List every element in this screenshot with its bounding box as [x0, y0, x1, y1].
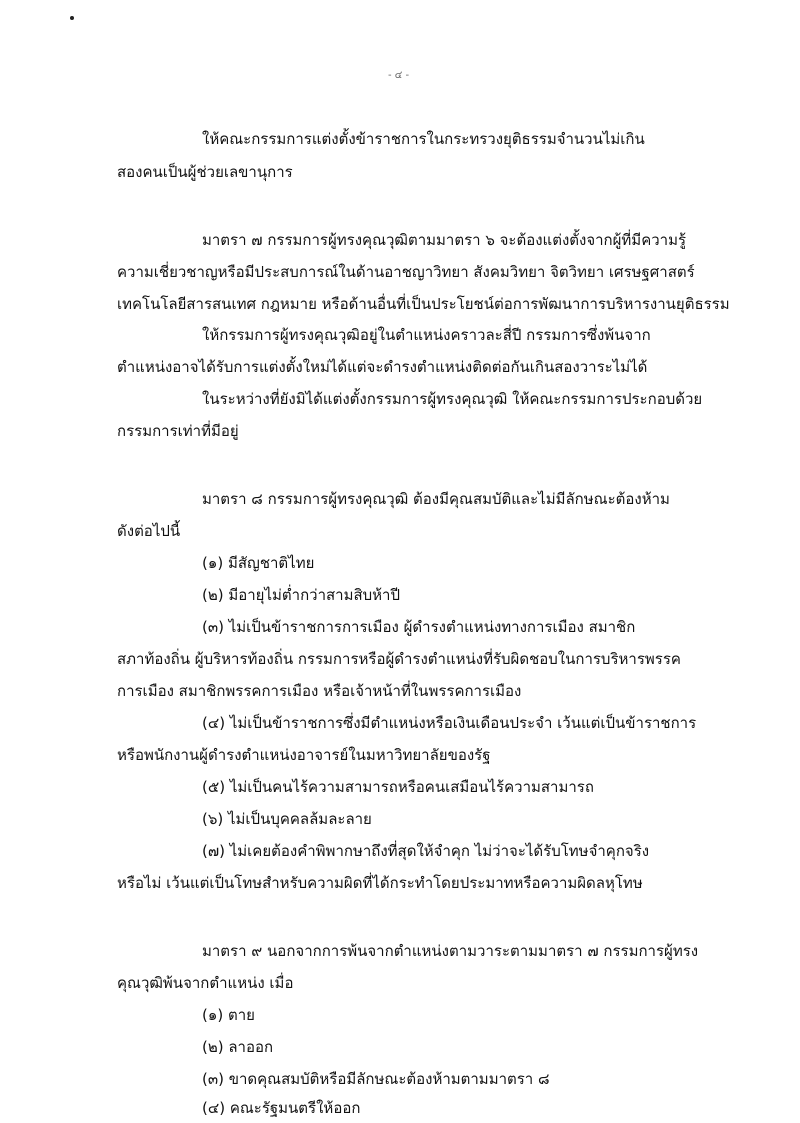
- text-line: ความเชี่ยวชาญหรือมีประสบการณ์ในด้านอาชญาวิทยา สังคมวิทยา จิตวิทยา เศรษฐศาสตร์: [117, 263, 695, 281]
- text-line: (๕) ไม่เป็นคนไร้ความสามารถหรือคนเสมือนไร้ความสามารถ: [202, 778, 594, 796]
- text-line: (๔) คณะรัฐมนตรีให้ออก: [202, 1099, 361, 1117]
- text-line: คุณวุฒิพ้นจากตำแหน่ง เมื่อ: [117, 974, 294, 992]
- text-line: (๔) ไม่เป็นข้าราชการซึ่งมีตำแหน่งหรือเงินเดือนประจำ เว้นแต่เป็นข้าราชการ: [202, 714, 697, 732]
- text-line: ให้กรรมการผู้ทรงคุณวุฒิอยู่ในตำแหน่งคราวละสี่ปี กรรมการซึ่งพ้นจาก: [202, 326, 651, 344]
- text-line: (๖) ไม่เป็นบุคคลล้มละลาย: [202, 810, 372, 828]
- text-line: หรือพนักงานผู้ดำรงตำแหน่งอาจารย์ในมหาวิทยาลัยของรัฐ: [117, 746, 491, 764]
- text-line: มาตรา ๘ กรรมการผู้ทรงคุณวุฒิ ต้องมีคุณสมบัติและไม่มีลักษณะต้องห้าม: [202, 490, 670, 508]
- text-line: ในระหว่างที่ยังมิได้แต่งตั้งกรรมการผู้ทรงคุณวุฒิ ให้คณะกรรมการประกอบด้วย: [202, 390, 703, 408]
- text-line: ตำแหน่งอาจได้รับการแต่งตั้งใหม่ได้แต่จะดำรงตำแหน่งติดต่อกันเกินสองวาระไม่ได้: [117, 358, 648, 376]
- text-line: ให้คณะกรรมการแต่งตั้งข้าราชการในกระทรวงยุติธรรมจำนวนไม่เกิน: [202, 130, 645, 148]
- text-line: (๑) ตาย: [202, 1006, 255, 1024]
- text-line: การเมือง สมาชิกพรรคการเมือง หรือเจ้าหน้าที่ในพรรคการเมือง: [117, 682, 522, 700]
- text-line: (๒) มีอายุไม่ต่ำกว่าสามสิบห้าปี: [202, 586, 400, 604]
- text-line: ดังต่อไปนี้: [117, 522, 181, 540]
- text-line: เทคโนโลยีสารสนเทศ กฎหมาย หรือด้านอื่นที่เป็นประโยชน์ต่อการพัฒนาการบริหารงานยุติธรรม: [117, 295, 730, 313]
- text-line: (๓) ไม่เป็นข้าราชการการเมือง ผู้ดำรงตำแหน่งทางการเมือง สมาชิก: [202, 618, 636, 636]
- text-line: (๗) ไม่เคยต้องคำพิพากษาถึงที่สุดให้จำคุก ไม่ว่าจะได้รับโทษจำคุกจริง: [202, 842, 650, 860]
- text-line: หรือไม่ เว้นแต่เป็นโทษสำหรับความผิดที่ได้กระทำโดยประมาทหรือความผิดลหุโทษ: [117, 874, 643, 892]
- text-line: กรรมการเท่าที่มีอยู่: [117, 422, 239, 440]
- text-line: สภาท้องถิ่น ผู้บริหารท้องถิ่น กรรมการหรือผู้ดำรงตำแหน่งที่รับผิดชอบในการบริหารพรรค: [117, 650, 681, 668]
- page-number: - ๔ -: [388, 70, 410, 81]
- text-line: (๑) มีสัญชาติไทย: [202, 554, 315, 572]
- text-line: (๒) ลาออก: [202, 1038, 274, 1056]
- text-line: (๓) ขาดคุณสมบัติหรือมีลักษณะต้องห้ามตามมาตรา ๘: [202, 1070, 550, 1088]
- text-line: มาตรา ๗ กรรมการผู้ทรงคุณวุฒิตามมาตรา ๖ จะต้องแต่งตั้งจากผู้ที่มีความรู้: [202, 231, 687, 249]
- text-line: สองคนเป็นผู้ช่วยเลขานุการ: [117, 163, 293, 181]
- scan-dot: [70, 16, 74, 20]
- text-line: มาตรา ๙ นอกจากการพ้นจากตำแหน่งตามวาระตามมาตรา ๗ กรรมการผู้ทรง: [202, 942, 699, 960]
